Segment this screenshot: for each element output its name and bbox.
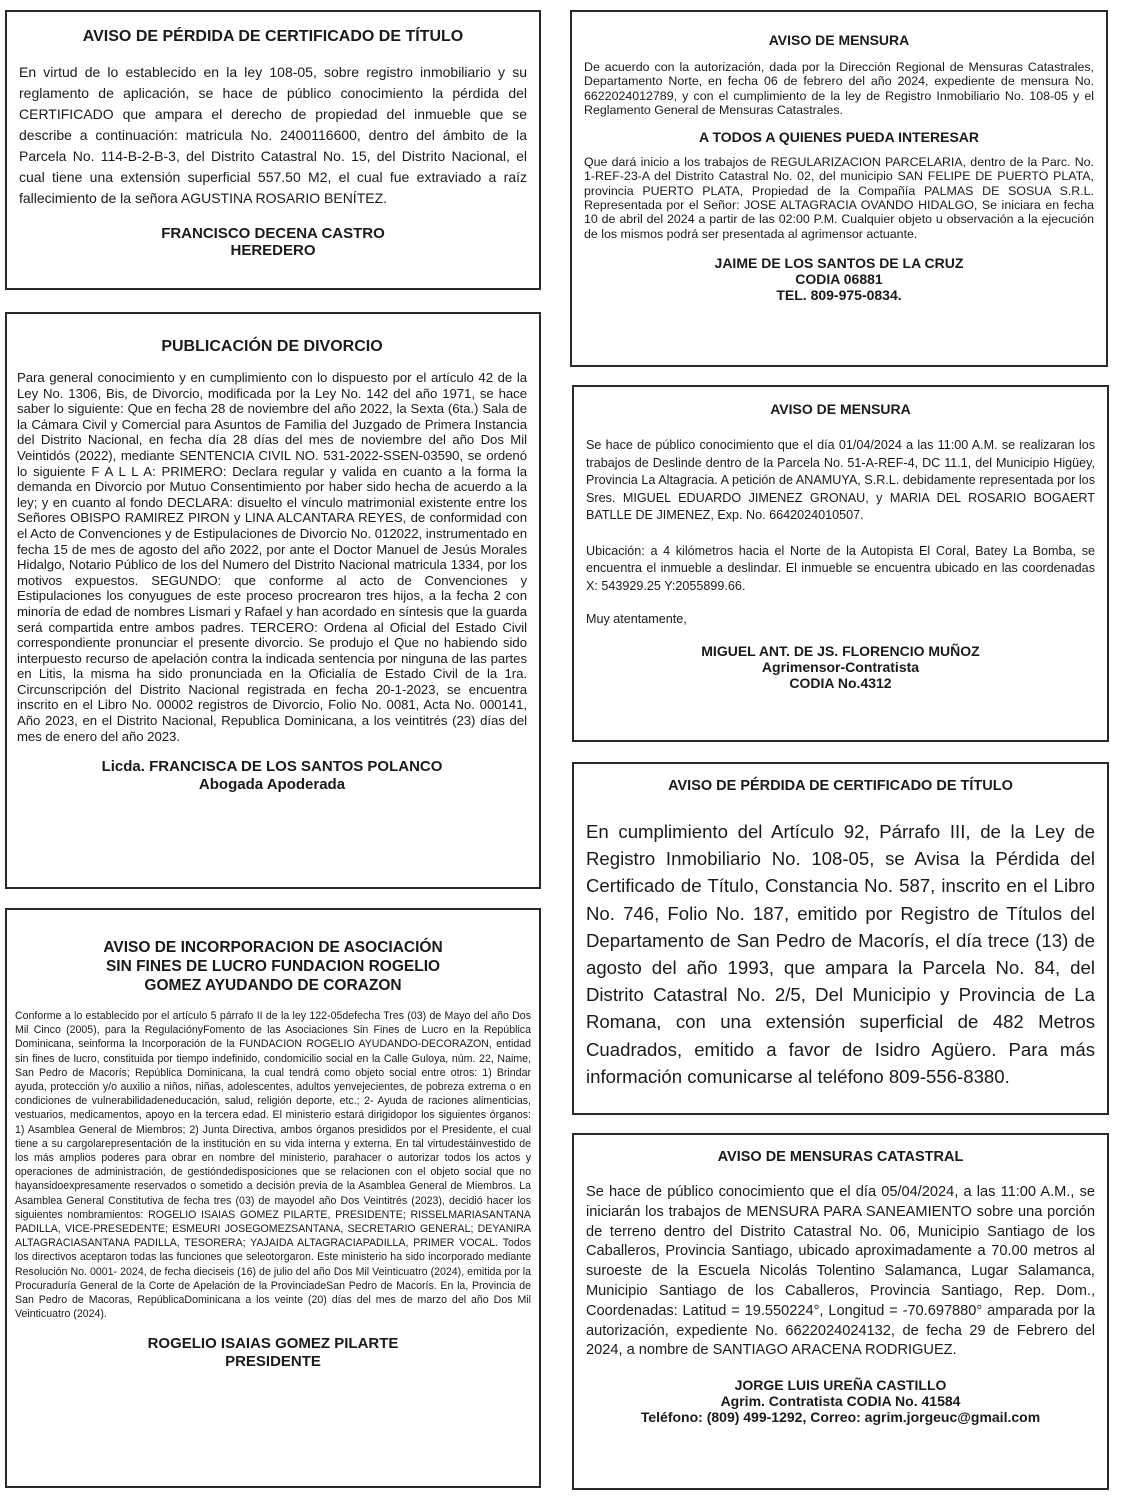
notice-body: Se hace de público conocimiento que el día 05/04/2024, a las 11:00 A.M., se iniciarán los trabajos de MENSURA PARA SANEAMIENTO sobre una porción de terreno dentro del Distrito Catastral No. 06, Municipio Santiago de los Caballeros, Provincia Santiago, ubicado aproximadamente a 70.00 metros al suroeste de la Escuela Nicolás Tolentino Salamanca, Lugar Salamanca, Municipio Santiago de los Caballeros, Provincia Santiago, Rep. Dom., Coordenadas: Latitud = 19.550224°, Longitud = -70.697880° amparada por la autorización, expediente No. 6622024024132, de fecha 29 de Febrero del 2024, a nombre de SANTIAGO ARACENA RODRIGUEZ. <box>586 1184 1095 1359</box>
notice-body: Conforme a lo establecido por el artículo 5 párrafo II de la ley 122-05defecha Tres (03) de Mayo del año Dos Mil Cinco (2005), para la RegulaciónyFomento de las Asociaciones Sin Fines de Lucro en la República Dominicana, seinforma la Incorporación de la FUNDACION ROGELIO AYUDANDO-DECORAZON, entidad sin fines de lucro, constituida por tiempo indefinido, condomicilio social en la Calle Guloya, núm. 22, Naime, San Pedro de Macorís; República Dominicana, la cual tendrá como objeto social entre otros: 1) Brindar ayuda, protección y/o auxilio a niños, niñas, adolescentes, adultos yenvejecientes, de pobreza extrema o en condiciones de vulnerabilidadeneducación, salud, religión deporte, etc.; 2- Ayuda de raciones alimenticias, vestuarios, medicamentos, apoyo en la tercera edad. El ministerio estará dirigidopor los siguientes órganos: 1) Asamblea General de Miembros; 2) Junta Directiva, ambos órganos presididos por el Presidente, el cual tiene a su cargolarepresentación de la institución en su vida interna y externa. En tal virtudestáinvestido de los más amplios poderes para obrar en nombre del ministerio, parahacer o autorizar todos los actos y operaciones de administración, de gestióndedisposiciones que se relacionen con el objeto social que no hayansidoexpresamente reservados o sometido a decisión previa de la Asamblea General de Miembros. La Asamblea General Constitutiva de fecha tres (03) de mayodel año Dos Veintitrés (2023), decidió hacer los siguientes nombramientos: ROGELIO ISAIAS GOMEZ PILARTE, PRESIDENTE; RISSELMARIASANTANA PADILLA, VICE-PRESEDENTE; ESMEURI JOSEGOMEZSANTANA, SECRETARIO GENERAL; DEYANIRA ALTAGRACIASANTANA PADILLA, TESORERA; YAJAIDA ALTAGRACIAPADILLA, PRIMER VOCAL. Todos los directivos aceptaron todas las funciones que seleotorgaron. Este ministerio ha sido incorporado mediante Resolución No. 0001- 2024, de fecha dieciseis (16) de julio del año Dos Mil Veinticuatro (2024), emitida por la Procuraduría General de la Corte de Apelación de la ProvinciadeSan Pedro de Macorís. En la, Provincia de San Pedro de Macoras, RepúblicaDominicana a los veinte (20) días del mes de marzo del año Dos Mil Veinticuatro (2024). <box>15 1010 531 1321</box>
signature-contact: Teléfono: (809) 499-1292, Correo: agrim.jorgeuc@gmail.com <box>640 1409 1041 1426</box>
notice-body: En cumplimiento del Artículo 92, Párrafo III, de la Ley de Registro Inmobiliario No. 108-05, se Avisa la Pérdida del Certificado de Título, Constancia No. 587, inscrito en el Libro No. 746, Folio No. 187, emitido por Registro de Títulos del Departamento de San Pedro de Macorís, el día trece (13) de agosto del año 1993, que ampara la Parcela No. 84, del Distrito Catastral No. 2/5, Del Municipio y Provincia de La Romana, con una extensión superficial de 482 Metros Cuadrados, emitido a favor de Isidro Agüero. Para más información comunicarse al teléfono 809-556-8380. <box>586 821 1095 1087</box>
notice-title: AVISO DE MENSURA <box>768 32 910 48</box>
signature-name: JAIME DE LOS SANTOS DE LA CRUZ <box>714 254 964 271</box>
notice-mensuras-catastral <box>572 1133 1109 1490</box>
notice-title: AVISO DE PÉRDIDA DE CERTIFICADO DE TÍTULO <box>668 778 1013 794</box>
signature-codia: Agrim. Contratista CODIA No. 41584 <box>720 1393 961 1410</box>
notice-title: AVISO DE MENSURAS CATASTRAL <box>717 1149 964 1165</box>
signature-name: FRANCISCO DECENA CASTRO <box>161 225 385 242</box>
notice-title: AVISO DE MENSURA <box>770 401 911 417</box>
notice-title <box>15 938 531 995</box>
notice-body: Para general conocimiento y en cumplimiento con lo dispuesto por el artículo 42 de la Ley No. 1306, Bis, de Divorcio, modificada por la Ley No. 142 del año 1971, se hace saber lo siguiente: Que en fecha 28 de noviembre del año 2022, la Sexta (6ta.) Sala de la Cámara Civil y Comercial para Asuntos de Familia del Juzgado de Primera Instancia del Distrito Nacional, en fecha día 28 días del mes de noviembre del año Dos Mil Veintidós (2022), mediante SENTENCIA CIVIL NO. 531-2022-SSEN-03590, se ordenó lo siguiente F A L L A: PRIMERO: Declara regular y valida en cuanto a la forma la demanda en Divorcio por Mutuo Consentimiento por haber sido hecha de acuerdo a la ley; y en cuanto al fondo DECLARA: disuelto el vínculo matrimonial existente entre los Señores OBISPO RAMIREZ PIRON y LINA ALCANTARA REYES, de conformidad con el Acto de Convenciones y de Estipulaciones de Divorcio No. 012022, instrumentado en fecha 15 de mes de agosto del año 2022, por ante el Doctor Manuel de Jesús Morales Hidalgo, Notario Público de los del Numero del Distrito Nacional matricula 1334, por los motivos expuestos. SEGUNDO: que conforme al acto de Convenciones y Estipulaciones los conyugues de este proceso procrearon tres hijos, a la fecha 2 con minoría de edad de nombres Lismari y Rafael y han acordado en síntesis que la guarda será compartida entre ambos padres. TERCERO: Ordena al Oficial del Estado Civil correspondiente pronunciar el presente divorcio. Se produjo el Que no habiendo sido interpuesto recurso de apelación contra la indicada sentencia por ninguna de las partes en Litis, la misma ha sido pronunciada en la Oficialía de Estado Civil de la 1ra. Circunscripción del Distrito Nacional registrada en fecha 20-1-2023, se encuentra inscrito en el Libro No. 00002 registros de Divorcio, Folio No. 0081, Acta No. 000141, Año 2023, en el Distrito Nacional, Republica Dominicana, a los veintitrés (23) días del mes de enero del año 2023. <box>17 370 527 744</box>
notice-body: Ubicación: a 4 kilómetros hacia el Norte de la Autopista El Coral, Batey La Bomba, se encuentra el inmueble a deslindar. El inmueble se encuentra ubicado en las coordenadas X: 543929.25 Y:2055899.66. <box>586 543 1095 593</box>
signature-role: Abogada Apoderada <box>198 775 346 793</box>
signature-name: ROGELIO ISAIAS GOMEZ PILARTE <box>147 1335 399 1353</box>
signature-role: HEREDERO <box>230 242 316 260</box>
notice-body: En virtud de lo establecido en la ley 108-05, sobre registro inmobiliario y su reglamento de aplicación, se hace de público conocimiento la pérdida del CERTIFICADO que ampara el derecho de propiedad del inmueble que se describe a continuación: matricula No. 2400116600, dentro del ámbito de la Parcela No. 114-B-2-B-3, del Distrito Catastral No. 15, del Distrito Nacional, el cual tiene una extensión superficial 557.50 M2, el cual fue extraviado a raíz fallecimiento de la señora AGUSTINA ROSARIO BENÍTEZ. <box>19 64 527 206</box>
notice-signature <box>586 643 1095 691</box>
notice-signature <box>584 255 1094 303</box>
signature-role: Agrimensor-Contratista <box>761 658 920 675</box>
notice-title: PUBLICACIÓN DE DIVORCIO <box>161 338 383 355</box>
notice-publicacion-divorcio <box>5 312 541 889</box>
signature-name: Licda. FRANCISCA DE LOS SANTOS POLANCO <box>101 758 443 776</box>
signature-phone: TEL. 809-975-0834. <box>776 287 902 304</box>
title-line: SIN FINES DE LUCRO FUNDACION ROGELIO <box>105 958 441 975</box>
notice-aviso-mensura-2 <box>572 385 1109 742</box>
title-line: AVISO DE INCORPORACION DE ASOCIACIÓN <box>103 939 443 956</box>
notice-closing: Muy atentamente, <box>586 612 687 626</box>
signature-codia: CODIA 06881 <box>795 271 883 288</box>
signature-codia: CODIA No.4312 <box>789 674 892 691</box>
notice-title: AVISO DE PÉRDIDA DE CERTIFICADO DE TÍTULO <box>82 28 464 45</box>
notice-signature <box>586 1377 1095 1425</box>
notice-signature <box>15 1335 531 1370</box>
signature-role: PRESIDENTE <box>225 1352 321 1370</box>
notice-body: Que dará inicio a los trabajos de REGULARIZACION PARCELARIA, dentro de la Parc. No. 1-REF-23-A del Distrito Catastral No. 02, del municipio SAN FELIPE DE PUERTO PLATA, provincia PUERTO PLATA, Propiedad de la Compañía PALMAS DE SOSUA S.R.L. Representada por el Señor: JOSE ALTAGRACIA OVANDO HIDALGO, Se iniciara en fecha 10 de abril del 2024 a partir de las 02:00 P.M. Cualquier objeto u observación a la ejecución de los mismos podrá ser presentada al agrimensor actuante. <box>584 155 1094 241</box>
signature-name: MIGUEL ANT. DE JS. FLORENCIO MUÑOZ <box>701 642 980 659</box>
notice-subtitle: A TODOS A QUIENES PUEDA INTERESAR <box>698 129 980 146</box>
notice-body: Se hace de público conocimiento que el día 01/04/2024 a las 11:00 A.M. se realizaran los trabajos de Deslinde dentro de la Parcela No. 51-A-REF-4, DC 11.1, del Municipio Higüey, Provincia La Altagracia. A petición de ANAMUYA, S.R.L. debidamente representada por los Sres. MIGUEL EDUARDO JIMENEZ GRONAU, y MARIA DEL ROSARIO BOGAERT BATLLE DE JIMENEZ, Exp. No. 6642024010507. <box>586 438 1095 522</box>
title-line: GOMEZ AYUDANDO DE CORAZON <box>144 977 402 994</box>
notice-incorporacion-asociacion <box>5 908 541 1488</box>
notice-signature <box>19 225 527 260</box>
notice-signature <box>17 758 527 793</box>
signature-name: JORGE LUIS UREÑA CASTILLO <box>734 1377 947 1394</box>
notice-body: De acuerdo con la autorización, dada por la Dirección Regional de Mensuras Catastrales, Departamento Norte, en fecha 06 de febrero del año 2024, expediente de mensura No. 6622024012789, y con el cumplimiento de la ley de Registro Inmobiliario No. 108-05 y el Reglamento General de Mensuras Catastrales. <box>584 60 1094 117</box>
notice-perdida-certificado-2 <box>572 762 1109 1115</box>
notice-perdida-certificado-1 <box>5 10 541 290</box>
notice-aviso-mensura-1 <box>570 10 1108 367</box>
